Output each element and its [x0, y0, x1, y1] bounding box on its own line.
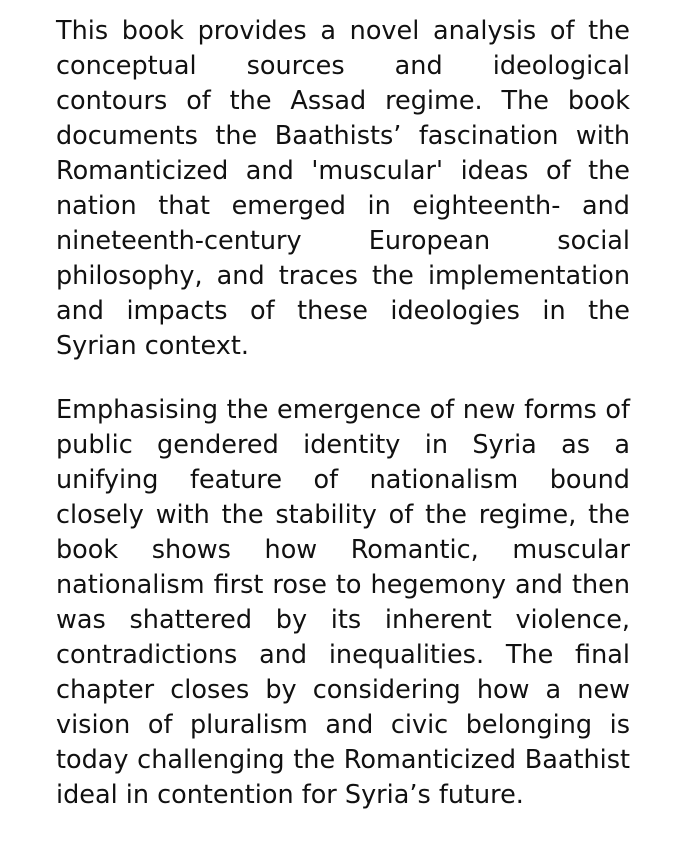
paragraph-2 [56, 393, 630, 813]
paragraph-1 [56, 14, 630, 364]
text-line: vision of pluralism and civic belonging is [56, 710, 630, 740]
book-description [56, 14, 630, 842]
text-line: public gendered identity in Syria as a [56, 430, 630, 460]
text-line: book shows how Romantic, muscular [56, 535, 630, 565]
text-line: nation that emerged in eighteenth- and [56, 191, 630, 221]
text-line: closely with the stability of the regime, the [56, 500, 630, 530]
text-line: unifying feature of nationalism bound [56, 465, 630, 495]
text-line: Syrian context. [56, 331, 249, 361]
text-line: was shattered by its inherent violence, [56, 605, 630, 635]
text-line: and impacts of these ideologies in the [56, 296, 630, 326]
text-line: chapter closes by considering how a new [56, 675, 630, 705]
text-line: nationalism first rose to hegemony and then [56, 570, 630, 600]
text-line: ideal in contention for Syria’s future. [56, 780, 524, 810]
text-line: conceptual sources and ideological [56, 51, 630, 81]
text-line: philosophy, and traces the implementation [56, 261, 630, 291]
text-line: contradictions and inequalities. The final [56, 640, 630, 670]
text-line: today challenging the Romanticized Baathist [56, 745, 630, 775]
text-line: documents the Baathists’ fascination with [56, 121, 630, 151]
text-line: nineteenth-century European social [56, 226, 630, 256]
text-line: contours of the Assad regime. The book [56, 86, 630, 116]
text-line: Romanticized and 'muscular' ideas of the [56, 156, 630, 186]
text-line: Emphasising the emergence of new forms of [56, 395, 630, 425]
text-line: This book provides a novel analysis of the [56, 16, 630, 46]
